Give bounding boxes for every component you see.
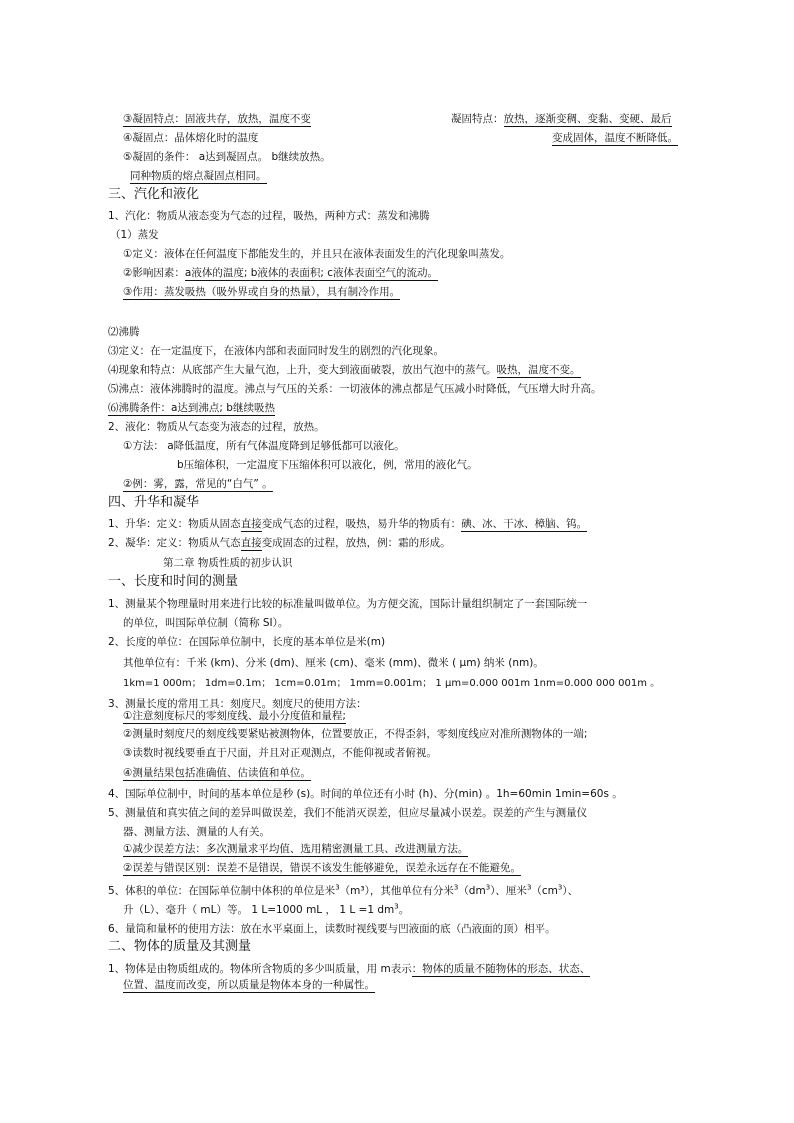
sublimation-def: 1、升华：定义：物质从固态 (108, 518, 241, 530)
superscript: 3 (526, 883, 532, 892)
text-line: 的单位，叫国际单位制（简称 SI）。 (123, 617, 289, 629)
keyword-direct: 直接 (240, 537, 262, 549)
amorphous-feature: 放热，逐渐变稠、变黏、变硬、最后 (503, 113, 672, 125)
text-line (123, 978, 375, 992)
volume-conversion-end: 。 (398, 904, 410, 916)
volume-units-2: （m³），其他单位有分米 (339, 885, 454, 897)
reduce-error-methods: ①减少误差方法：多次测量求平均值、选用精密测量工具、改进测量方法。 (123, 843, 469, 855)
text-line (123, 842, 468, 856)
chapter-title: 第二章 物质性质的初步认识 (163, 557, 293, 569)
section-heading: 三、汽化和液化 (108, 187, 200, 202)
text-line: ⑵沸腾 (108, 326, 140, 338)
boiling-cond: a达到沸点; b继续吸热 (171, 402, 275, 414)
text-line: b压缩体积，一定温度下压缩体积可以液化，例，常用的液化气。 (177, 459, 478, 471)
text-line (108, 517, 587, 531)
text-line: （1）蒸发 (110, 229, 159, 241)
text-line: ⑸沸点：液体沸腾时的温度。沸点与气压的关系：一切液体的沸点都是气压减小时降低，气压增大时升高。 (108, 383, 602, 395)
ruler-step-1: ①注意刻度标尺的零刻度线、最小分度值和量程; (123, 710, 346, 722)
superscript: 3 (335, 883, 340, 892)
volume-units-6: ）、 (562, 885, 579, 897)
text-line: 2、液化：物质从气态变为液态的过程，放热。 (108, 421, 325, 433)
sublimation-def-cont: 变成气态的过程，吸热，易升华的物质有： (261, 518, 462, 530)
boiling-phenomenon: ⑷现象和特点：从底部产生大量气泡，上升，变大到液面破裂，放出气泡中的蒸气。 (108, 364, 497, 376)
text-line: 1、测量某个物理量时用来进行比较的标准量叫做单位。为方便交流，国际计量组织制定了一套国际统一 (108, 598, 588, 610)
text-line (108, 884, 578, 898)
text-line: 5、测量值和真实值之间的差异叫做误差，我们不能消灭误差，但应尽量减小误差。误差的产生与测量仪 (108, 807, 588, 819)
mass-property: ：物体的质量不随物体的形态、状态、 (411, 963, 591, 975)
superscript: 3 (557, 883, 563, 892)
volume-units-3: （dm (458, 885, 486, 897)
evaporation-effect: ③作用：蒸发吸热（吸外界或自身的热量），具有制冷作用。 (123, 286, 401, 298)
text-line: ③读数时视线要垂直于尺面，并且对正观测点，不能仰视或者俯视。 (123, 747, 437, 759)
keyword-direct: 直接 (240, 518, 262, 530)
liquefaction-example: ②例：雾，露，常见的“白气” 。 (123, 478, 273, 490)
text-line: ④凝固点：晶体熔化时的温度 (123, 132, 259, 144)
text-line (108, 401, 275, 415)
text-line: 其他单位有：千米 (km)、分米 (dm)、厘米 (cm)、毫米 (mm)、微米 ( μm) 纳米 (nm)。 (123, 657, 544, 669)
text-line (451, 112, 672, 126)
text-line (123, 266, 438, 280)
volume-units-5: （cm (531, 885, 558, 897)
text-line: ②测量时刻度尺的刻度线要紧贴被测物体，位置要放正，不得歪斜，零刻度线应对准所测物体的一端; (123, 728, 588, 740)
text-line: ⑤凝固的条件： a达到凝固点。 b继续放热。 (123, 151, 331, 163)
section-heading: 四、升华和凝华 (108, 495, 200, 510)
text-line (123, 766, 311, 780)
text-line: ①定义：液体在任何温度下都能发生的，并且只在液体表面发生的汽化现象叫蒸发。 (123, 248, 511, 260)
mass-property-cont: 位置、温度而改变，所以质量是物体本身的一种属性。 (123, 979, 375, 991)
text-line: 器、测量方法、测量的人有关。 (123, 826, 270, 838)
text-line: 3、测量长度的常用工具：刻度尺。刻度尺的使用方法： (108, 698, 367, 710)
volume-units: 5、体积的单位：在国际单位制中体积的单位是米 (108, 885, 336, 897)
text-line: ⑶定义：在一定温度下，在液体内部和表面同时发生的剧烈的汽化现象。 (108, 345, 444, 357)
deposition-def: 2、凝华：定义：物质从气态 (108, 537, 241, 549)
text-line (123, 112, 311, 126)
volume-units-4: ）、厘米 (490, 885, 527, 897)
melting-freezing-note: 同种物质的熔点凝固点相同。 (130, 170, 267, 182)
volume-conversion: 升（L）、毫升（ mL）等。 1 L=1000 mL ， 1 L =1 dm (123, 904, 395, 916)
superscript: 3 (485, 883, 491, 892)
solidify-feature: ③凝固特点：固液共存，放热，温度不变 (123, 113, 311, 125)
text-line (108, 962, 590, 976)
factor-label: ②影响因素： (123, 267, 185, 279)
superscript: 3 (453, 883, 459, 892)
text-line (108, 536, 451, 550)
superscript: 3 (394, 902, 399, 911)
ruler-step-4: ④测量结果包括准确值、估读值和单位。 (123, 767, 311, 779)
text-line (123, 903, 409, 917)
text-line (123, 477, 273, 491)
boiling-cond-label: ⑹沸腾条件： (108, 402, 171, 414)
mass-def: 1、物体是由物质组成的。物体所含物质的多少叫质量，用 m表示 (108, 963, 412, 975)
amorphous-label: 凝固特点： (451, 113, 504, 125)
deposition-def-cont: 变成固态的过程，放热，例：霜的形成。 (261, 537, 451, 549)
text-line: 1、汽化：物质从液态变为气态的过程，吸热，两种方式：蒸发和沸腾 (108, 210, 430, 222)
text-line (108, 363, 581, 377)
section-heading: 二、物体的质量及其测量 (108, 939, 252, 954)
text-line: 4、国际单位制中，时间的基本单位是秒 (s)。时间的单位还有小时 (h)、分(min) 。1h=60min 1min=60s 。 (108, 788, 623, 800)
sublimation-examples: 碘、冰、干冰、樟脑、钨。 (461, 518, 588, 530)
text-line (123, 285, 400, 299)
text-line: 2、长度的单位：在国际单位制中，长度的基本单位是米(m) (108, 636, 386, 648)
section-heading: 一、长度和时间的测量 (108, 574, 239, 589)
text-line: 1km=1 000m； 1dm=0.1m； 1cm=0.01m； 1mm=0.001m； 1 μm=0.000 001m 1nm=0.000 000 001m 。 (123, 678, 661, 689)
boiling-feature: 吸热，温度不变。 (496, 364, 581, 376)
text-line (123, 861, 521, 875)
text-line: 6、量筒和量杯的使用方法：放在水平桌面上，读数时视线要与凹液面的底（凸液面的顶）相平。 (108, 923, 556, 935)
error-vs-mistake: ②误差与错误区别：误差不是错误，错误不该发生能够避免，误差永远存在不能避免。 (123, 862, 521, 874)
factor-list: a液体的温度; b液体的表面积; c液体表面空气的流动。 (184, 267, 439, 279)
text-line (130, 169, 267, 183)
text-line: ①方法： a降低温度，所有气体温度降到足够低都可以液化。 (123, 440, 405, 452)
amorphous-feature-cont: 变成固体，温度不断降低。 (552, 132, 678, 144)
text-line (552, 131, 678, 145)
text-line (123, 709, 346, 723)
